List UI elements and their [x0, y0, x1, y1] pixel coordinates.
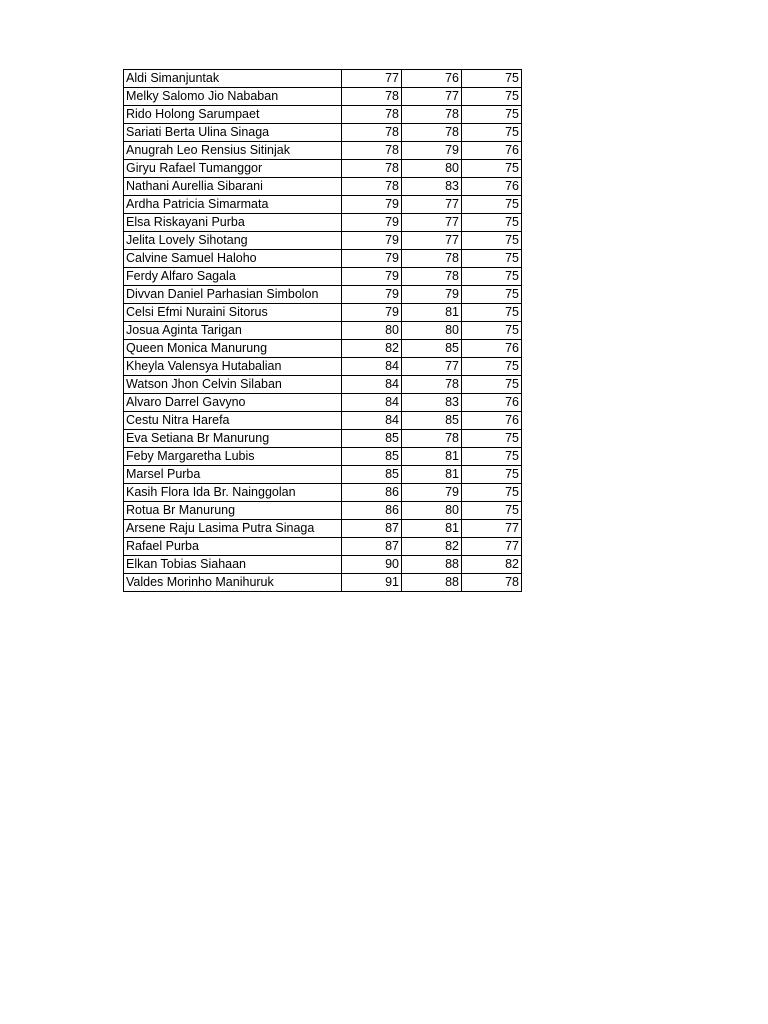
table-row	[124, 376, 522, 394]
score-cell-2: 79	[402, 484, 462, 502]
table-row	[124, 88, 522, 106]
score-cell-1: 91	[342, 574, 402, 592]
score-cell-3: 75	[462, 448, 522, 466]
student-name-cell: Josua Aginta Tarigan	[124, 322, 342, 340]
score-cell-3: 76	[462, 178, 522, 196]
student-name-cell: Eva Setiana Br Manurung	[124, 430, 342, 448]
score-cell-1: 78	[342, 142, 402, 160]
score-cell-3: 75	[462, 430, 522, 448]
score-cell-2: 77	[402, 214, 462, 232]
student-name-cell: Feby Margaretha Lubis	[124, 448, 342, 466]
score-cell-1: 79	[342, 214, 402, 232]
table-row	[124, 340, 522, 358]
student-name-cell: Calvine Samuel Haloho	[124, 250, 342, 268]
score-cell-3: 75	[462, 70, 522, 88]
table-row	[124, 160, 522, 178]
table-row	[124, 304, 522, 322]
table-row	[124, 484, 522, 502]
table-row	[124, 322, 522, 340]
student-name-cell: Celsi Efmi Nuraini Sitorus	[124, 304, 342, 322]
score-cell-1: 90	[342, 556, 402, 574]
score-cell-1: 85	[342, 430, 402, 448]
score-cell-3: 75	[462, 268, 522, 286]
score-cell-3: 75	[462, 232, 522, 250]
table-row	[124, 466, 522, 484]
student-name-cell: Ferdy Alfaro Sagala	[124, 268, 342, 286]
score-cell-1: 78	[342, 124, 402, 142]
score-cell-1: 78	[342, 88, 402, 106]
table-row	[124, 196, 522, 214]
grades-table-body	[124, 70, 522, 592]
score-cell-3: 75	[462, 88, 522, 106]
student-name-cell: Nathani Aurellia Sibarani	[124, 178, 342, 196]
table-row	[124, 556, 522, 574]
score-cell-2: 76	[402, 70, 462, 88]
score-cell-1: 78	[342, 106, 402, 124]
score-cell-1: 85	[342, 448, 402, 466]
score-cell-3: 75	[462, 304, 522, 322]
score-cell-2: 83	[402, 394, 462, 412]
score-cell-3: 75	[462, 502, 522, 520]
table-row	[124, 106, 522, 124]
score-cell-3: 76	[462, 412, 522, 430]
score-cell-3: 78	[462, 574, 522, 592]
score-cell-2: 85	[402, 412, 462, 430]
score-cell-2: 88	[402, 556, 462, 574]
score-cell-3: 75	[462, 286, 522, 304]
student-name-cell: Rido Holong Sarumpaet	[124, 106, 342, 124]
table-row	[124, 448, 522, 466]
student-name-cell: Kheyla Valensya Hutabalian	[124, 358, 342, 376]
score-cell-3: 82	[462, 556, 522, 574]
score-cell-3: 75	[462, 160, 522, 178]
table-row	[124, 286, 522, 304]
score-cell-1: 84	[342, 394, 402, 412]
score-cell-3: 75	[462, 322, 522, 340]
student-name-cell: Rotua Br Manurung	[124, 502, 342, 520]
table-row	[124, 520, 522, 538]
table-row	[124, 70, 522, 88]
score-cell-2: 77	[402, 88, 462, 106]
score-cell-2: 88	[402, 574, 462, 592]
table-row	[124, 268, 522, 286]
score-cell-2: 80	[402, 502, 462, 520]
score-cell-1: 86	[342, 484, 402, 502]
score-cell-2: 81	[402, 448, 462, 466]
student-name-cell: Valdes Morinho Manihuruk	[124, 574, 342, 592]
student-name-cell: Aldi Simanjuntak	[124, 70, 342, 88]
table-row	[124, 502, 522, 520]
score-cell-1: 86	[342, 502, 402, 520]
score-cell-1: 77	[342, 70, 402, 88]
table-row	[124, 124, 522, 142]
score-cell-2: 82	[402, 538, 462, 556]
score-cell-3: 75	[462, 358, 522, 376]
score-cell-2: 78	[402, 124, 462, 142]
student-name-cell: Melky Salomo Jio Nababan	[124, 88, 342, 106]
score-cell-2: 79	[402, 142, 462, 160]
student-name-cell: Elsa Riskayani Purba	[124, 214, 342, 232]
score-cell-3: 75	[462, 124, 522, 142]
score-cell-2: 78	[402, 268, 462, 286]
score-cell-2: 81	[402, 466, 462, 484]
student-name-cell: Divvan Daniel Parhasian Simbolon	[124, 286, 342, 304]
score-cell-2: 80	[402, 160, 462, 178]
score-cell-1: 84	[342, 412, 402, 430]
score-cell-2: 83	[402, 178, 462, 196]
score-cell-2: 78	[402, 250, 462, 268]
table-row	[124, 394, 522, 412]
student-name-cell: Watson Jhon Celvin Silaban	[124, 376, 342, 394]
table-row	[124, 358, 522, 376]
score-cell-2: 79	[402, 286, 462, 304]
score-cell-1: 85	[342, 466, 402, 484]
score-cell-2: 78	[402, 376, 462, 394]
score-cell-3: 76	[462, 394, 522, 412]
score-cell-2: 77	[402, 358, 462, 376]
score-cell-1: 87	[342, 520, 402, 538]
score-cell-1: 79	[342, 250, 402, 268]
student-name-cell: Cestu Nitra Harefa	[124, 412, 342, 430]
score-cell-1: 78	[342, 160, 402, 178]
score-cell-3: 77	[462, 538, 522, 556]
score-cell-1: 79	[342, 196, 402, 214]
score-cell-1: 79	[342, 286, 402, 304]
student-name-cell: Arsene Raju Lasima Putra Sinaga	[124, 520, 342, 538]
table-row	[124, 178, 522, 196]
student-name-cell: Queen Monica Manurung	[124, 340, 342, 358]
score-cell-3: 75	[462, 214, 522, 232]
student-name-cell: Sariati Berta Ulina Sinaga	[124, 124, 342, 142]
score-cell-1: 84	[342, 376, 402, 394]
score-cell-2: 78	[402, 106, 462, 124]
score-cell-2: 77	[402, 232, 462, 250]
score-cell-1: 79	[342, 268, 402, 286]
score-cell-3: 75	[462, 484, 522, 502]
table-row	[124, 538, 522, 556]
score-cell-2: 85	[402, 340, 462, 358]
score-cell-1: 79	[342, 232, 402, 250]
student-name-cell: Alvaro Darrel Gavyno	[124, 394, 342, 412]
score-cell-1: 78	[342, 178, 402, 196]
student-name-cell: Rafael Purba	[124, 538, 342, 556]
table-row	[124, 142, 522, 160]
table-row	[124, 232, 522, 250]
score-cell-1: 82	[342, 340, 402, 358]
score-cell-2: 80	[402, 322, 462, 340]
table-row	[124, 214, 522, 232]
score-cell-1: 80	[342, 322, 402, 340]
grades-table	[123, 69, 522, 592]
student-name-cell: Ardha Patricia Simarmata	[124, 196, 342, 214]
score-cell-1: 84	[342, 358, 402, 376]
score-cell-3: 75	[462, 106, 522, 124]
student-name-cell: Marsel Purba	[124, 466, 342, 484]
score-cell-1: 79	[342, 304, 402, 322]
student-name-cell: Kasih Flora Ida Br. Nainggolan	[124, 484, 342, 502]
score-cell-2: 77	[402, 196, 462, 214]
score-cell-3: 75	[462, 250, 522, 268]
score-cell-3: 75	[462, 196, 522, 214]
student-name-cell: Elkan Tobias Siahaan	[124, 556, 342, 574]
student-name-cell: Giryu Rafael Tumanggor	[124, 160, 342, 178]
score-cell-3: 76	[462, 340, 522, 358]
table-row	[124, 250, 522, 268]
score-cell-1: 87	[342, 538, 402, 556]
score-cell-2: 81	[402, 304, 462, 322]
score-cell-3: 75	[462, 466, 522, 484]
score-cell-2: 81	[402, 520, 462, 538]
score-cell-3: 76	[462, 142, 522, 160]
table-row	[124, 574, 522, 592]
score-cell-3: 75	[462, 376, 522, 394]
score-cell-2: 78	[402, 430, 462, 448]
student-name-cell: Jelita Lovely Sihotang	[124, 232, 342, 250]
student-name-cell: Anugrah Leo Rensius Sitinjak	[124, 142, 342, 160]
score-cell-3: 77	[462, 520, 522, 538]
table-row	[124, 412, 522, 430]
table-row	[124, 430, 522, 448]
